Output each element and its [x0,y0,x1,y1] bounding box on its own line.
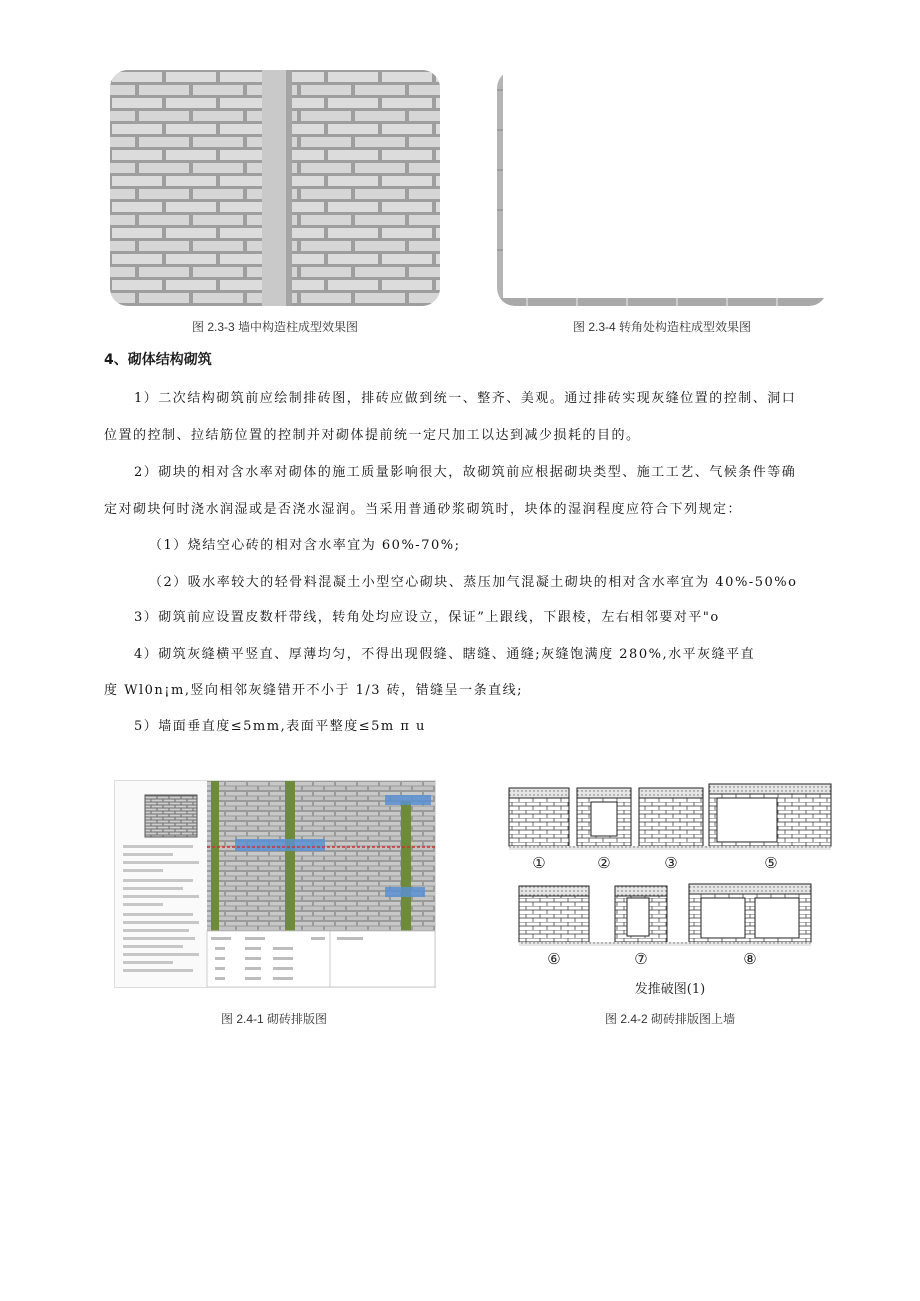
drawing-number: ② [597,854,611,872]
brick-layout-software-screenshot [114,780,436,988]
drawing-number: ① [532,854,546,872]
drawing-number: ⑦ [634,950,648,968]
drawing-number: ③ [664,854,678,872]
paragraph-line: 位置的控制、拉结筋位置的控制并对砌体提前统一定尺加工以达到减少损耗的目的。 [104,428,641,443]
section-heading: 4、砌体结构砌筑 [104,352,212,368]
figure-caption-2-4-2: 图 2.4-2 砌砖排版图上墙 [604,1012,736,1026]
figure-caption-2-3-3: 图 2.3-3 墙中构造柱成型效果图 [191,320,359,334]
figure-caption-2-4-1: 图 2.4-1 砌砖排版图 [220,1012,328,1026]
paragraph-line: 3）砌筑前应设置皮数杆带线，转角处均应设立，保证”上跟线，下跟棱，左右相邻要对平"o [134,610,720,625]
drawing-title: 发推破图(1) [634,982,706,997]
figure-caption-2-3-4: 图 2.3-4 转角处构造柱成型效果图 [572,320,752,334]
drawing-number: ⑥ [547,950,561,968]
brick-elevation-drawings [505,778,835,970]
paragraph-line: （2）吸水率较大的轻骨料混凝土小型空心砌块、蒸压加气混凝土砌块的相对含水率宜为 40%-50%o [149,575,798,590]
paragraph-line: （1）烧结空心砖的相对含水率宜为 60%-70%; [149,538,461,553]
paragraph-line: 2）砌块的相对含水率对砌体的施工质量影响很大，故砌筑前应根据砌块类型、施工工艺、气候条件等确 [134,465,797,480]
drawing-number: ⑧ [743,950,757,968]
wall-column-photo [110,70,440,306]
paragraph-line: 度 Wl0n¡m,竖向相邻灰缝错开不小于 1/3 砖，错缝呈一条直线; [104,683,524,698]
paragraph-line: 定对砌块何时浇水润湿或是否浇水湿润。当采用普通砂浆砌筑时，块体的湿润程度应符合下列规定： [104,502,743,517]
drawing-number: ⑤ [764,854,778,872]
paragraph-line: 5）墙面垂直度≤5mm,表面平整度≤5m π u [134,719,426,734]
paragraph-line: 4）砌筑灰缝横平竖直、厚薄均匀，不得出现假缝、瞎缝、通缝;灰缝饱满度 280%,水平灰缝平直 [134,647,756,662]
paragraph-line: 1）二次结构砌筑前应绘制排砖图，排砖应做到统一、整齐、美观。通过排砖实现灰缝位置的控制、洞口 [134,391,797,406]
corner-column-photo [497,70,827,306]
